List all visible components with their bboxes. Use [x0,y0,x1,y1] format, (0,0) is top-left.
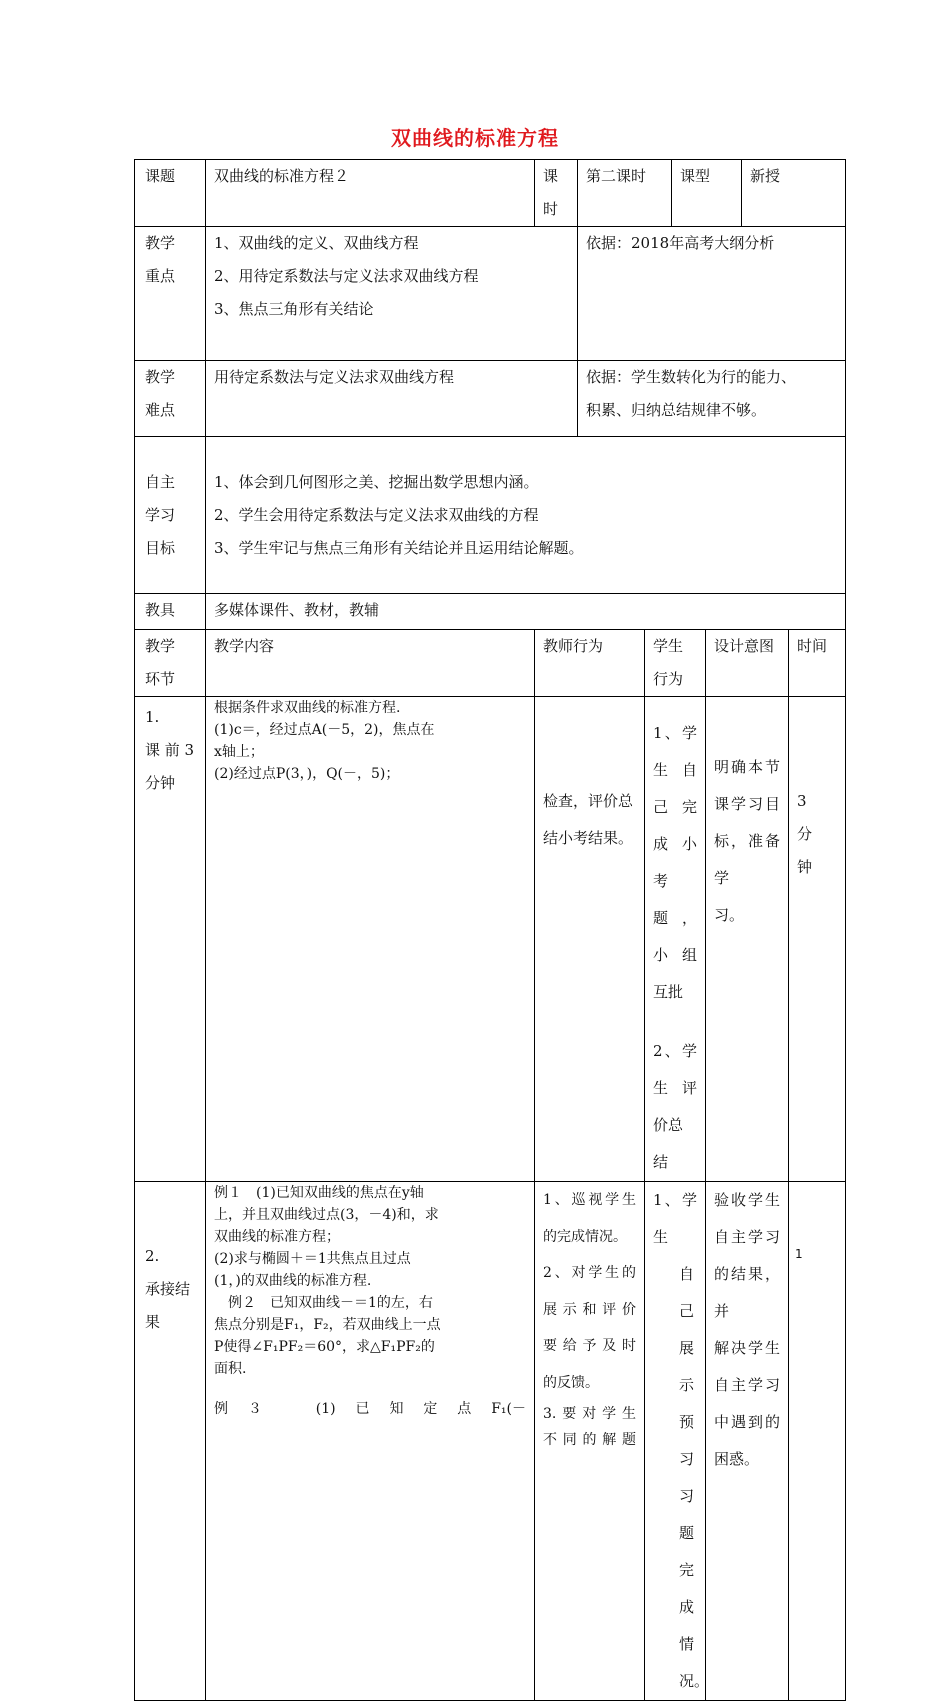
period-value: 第二课时 [578,160,672,227]
stage2-intent: 验收学生 自主学习 的结果，并 解决学生 自主学习 中遇到的 困惑。 [706,1182,789,1701]
header-stage: 教学 环节 [135,630,206,697]
difficulties-content: 用待定系数法与定义法求双曲线方程 [206,361,578,437]
topic-value: 双曲线的标准方程２ [206,160,535,227]
stage2-student: 1、学 生 自 己 展 示 预 习 习 题 完 成 情况。 [645,1182,706,1701]
row-stage-1 [135,697,846,1182]
page-number: 1 [795,1247,803,1261]
row-difficulties [135,361,846,437]
stage1-teacher: 检查，评价总 结小考结果。 [535,697,645,1182]
difficulties-label: 教学 难点 [135,361,206,437]
stage1-content: 根据条件求双曲线的标准方程. (1)c＝，经过点A(－5，2)，焦点在 x轴上； (2)经过点P(3，)，Q(－，5)； [206,697,535,1182]
header-intent: 设计意图 [706,630,789,697]
stage1-intent: 明确本节 课学习目 标，准备学 习。 [706,697,789,1182]
stage2-content: 例１ (1)已知双曲线的焦点在y轴 上，并且双曲线过点(3，－4)和，求 双曲线的标准方程； (2)求与椭圆＋＝1共焦点且过点 (1，)的双曲线的标准方程. 例２ 已知双曲线－＝1的左，右 焦点分别是F₁，F₂，若双曲线上一点 P使得∠F₁PF₂＝60°，求△F₁PF₂的 面积. 例３ (1)已知定点F₁(－ [206,1182,535,1701]
stage2-label: 2. 承接结 果 [135,1182,206,1701]
goals-label: 自主 学习 目标 [135,437,206,594]
stage1-label: 1. 课 前 3 分钟 [135,697,206,1182]
row-topic [135,160,846,227]
key-points-label: 教学 重点 [135,227,206,361]
row-key-points [135,227,846,361]
key-points-basis: 依据：2018年高考大纲分析 [578,227,846,361]
goals-content: 1、体会到几何图形之美、挖掘出数学思想内涵。 2、学生会用待定系数法与定义法求双曲线的方程 3、学生牢记与焦点三角形有关结论并且运用结论解题。 [206,437,846,594]
period-label: 课时 [535,160,578,227]
row-goals [135,437,846,594]
header-student: 学生行为 [645,630,706,697]
type-value: 新授 [742,160,846,227]
document-title: 双曲线的标准方程 [391,126,559,150]
stage1-time: 3 分 钟 [789,697,846,1182]
row-header [135,630,846,697]
topic-label: 课题 [135,160,206,227]
row-stage-2 [135,1182,846,1701]
stage2-teacher: 1、巡视学生 的完成情况。 2、对学生的 展示和评价 要给予及时 的反馈。 3.要对学生 不同的解题 [535,1182,645,1701]
stage1-student: 1、学生自 己完成小 考题，小组 互批 2、学生评 价总结 [645,697,706,1182]
difficulties-basis: 依据：学生数转化为行的能力、 积累、归纳总结规律不够。 [578,361,846,437]
row-tools [135,594,846,630]
tools-label: 教具 [135,594,206,630]
type-label: 课型 [672,160,742,227]
header-teacher: 教师行为 [535,630,645,697]
lesson-plan-table [134,159,846,1701]
header-content: 教学内容 [206,630,535,697]
header-time: 时间 [789,630,846,697]
tools-content: 多媒体课件、教材，教辅 [206,594,846,630]
key-points-content: 1、双曲线的定义、双曲线方程 2、用待定系数法与定义法求双曲线方程 3、焦点三角形有关结论 [206,227,578,361]
